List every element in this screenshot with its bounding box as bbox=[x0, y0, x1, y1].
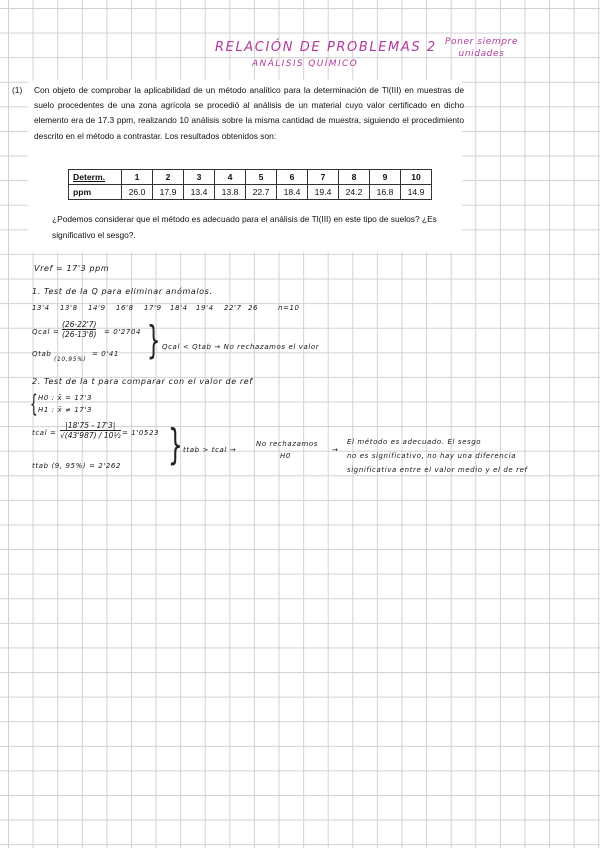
table-cell: 5 bbox=[246, 170, 277, 185]
tcal-result: = 1'0523 bbox=[122, 429, 160, 437]
margin-note bbox=[445, 36, 518, 60]
null-hypothesis: H0 : x̄ = 17'3 bbox=[38, 394, 93, 402]
brace-icon: } bbox=[168, 420, 183, 469]
qtab-label: Qtab bbox=[32, 350, 52, 358]
table-row-ppm bbox=[69, 185, 432, 200]
table-cell: 18.4 bbox=[277, 185, 308, 200]
table-cell: 3 bbox=[184, 170, 215, 185]
table-cell: 1 bbox=[122, 170, 153, 185]
table-cell: 13.8 bbox=[215, 185, 246, 200]
table-cell: 6 bbox=[277, 170, 308, 185]
table-cell: 14.9 bbox=[401, 185, 432, 200]
ttab-value: ttab (9, 95%) = 2'262 bbox=[32, 462, 122, 470]
reference-value: Vref = 17'3 ppm bbox=[34, 264, 110, 273]
q-test-conclusion: Qcal < Qtab → No rechazamos el valor bbox=[162, 343, 320, 351]
margin-note-line-1: Poner siempre bbox=[445, 37, 518, 47]
table-header-determ: Determ. bbox=[69, 170, 122, 185]
sorted-value: 19'4 bbox=[196, 304, 214, 312]
arrow-icon: → bbox=[332, 446, 339, 454]
t-decision-line-2: H0 bbox=[280, 452, 291, 460]
problem-body: Con objeto de comprobar la aplicabilidad de un método analítico para la determinación de Tl(III) en muestras de suelo procedentes de una zona agrícola se procedió al análisis de un material cuyo valor certificado en dicho elemento era de 17.3 ppm, realizando 10 análisis sobre la misma cantidad de muestra, siguiendo el procedimiento descrito en el método a contrastar. Los resultados obtenidos son: bbox=[34, 85, 464, 141]
tcal-fraction bbox=[60, 421, 121, 440]
table-cell: 13.4 bbox=[184, 185, 215, 200]
sample-size: n=10 bbox=[278, 304, 300, 312]
sorted-value: 14'9 bbox=[88, 304, 106, 312]
alt-hypothesis: H1 : x̄ ≠ 17'3 bbox=[38, 406, 93, 414]
table-cell: 9 bbox=[370, 170, 401, 185]
sorted-value: 17'9 bbox=[144, 304, 162, 312]
final-conclusion-line-1: El método es adecuado. El sesgo bbox=[347, 438, 482, 446]
table-cell: 10 bbox=[401, 170, 432, 185]
table-row-determinations bbox=[69, 170, 432, 185]
t-comparison: ttab > tcal → bbox=[183, 446, 237, 454]
table-cell: 7 bbox=[308, 170, 339, 185]
qcal-denominator: (26-13'8) bbox=[62, 330, 97, 339]
problem-question: ¿Podemos considerar que el método es adecuado para el análisis de Tl(III) en este tipo de suelos? ¿Es significativo el sesgo?. bbox=[52, 214, 437, 240]
table-cell: 17.9 bbox=[153, 185, 184, 200]
table-cell: 4 bbox=[215, 170, 246, 185]
margin-note-line-2: unidades bbox=[458, 49, 505, 59]
page-subtitle: ANÁLISIS QUÍMICO bbox=[252, 59, 359, 69]
table-cell: 19.4 bbox=[308, 185, 339, 200]
sorted-value: 16'8 bbox=[116, 304, 134, 312]
table-cell: 16.8 bbox=[370, 185, 401, 200]
results-table bbox=[68, 169, 432, 200]
final-conclusion-line-2: no es significativo, no hay una diferencia bbox=[347, 452, 517, 460]
sorted-value: 22'7 bbox=[224, 304, 242, 312]
tcal-numerator: |18'75 - 17'3| bbox=[65, 421, 116, 430]
problem-text-block bbox=[12, 83, 464, 144]
table-cell: 8 bbox=[339, 170, 370, 185]
step2-title: 2. Test de la t para comparar con el valor de ref bbox=[32, 377, 253, 386]
sorted-value: 13'4 bbox=[32, 304, 50, 312]
brace-icon: } bbox=[147, 318, 161, 362]
table-header-ppm: ppm bbox=[69, 185, 122, 200]
tcal-denominator: √(43'987) / 10½ bbox=[60, 431, 121, 440]
qcal-fraction bbox=[62, 320, 96, 339]
final-conclusion-line-3: significativa entre el valor medio y el de ref bbox=[347, 466, 528, 474]
step1-title: 1. Test de la Q para eliminar anómalos. bbox=[32, 287, 213, 296]
open-brace-icon: { bbox=[30, 390, 38, 418]
problem-number: (1) bbox=[12, 85, 23, 95]
tcal-label: tcal = bbox=[32, 429, 57, 437]
table-cell: 2 bbox=[153, 170, 184, 185]
qcal-result: = 0'2704 bbox=[104, 328, 142, 336]
t-decision-line-1: No rechazamos bbox=[256, 440, 319, 448]
sorted-value: 13'8 bbox=[60, 304, 78, 312]
table-cell: 22.7 bbox=[246, 185, 277, 200]
table-cell: 26.0 bbox=[122, 185, 153, 200]
page-title: RELACIÓN DE PROBLEMAS 2 bbox=[215, 40, 437, 55]
sorted-value: 18'4 bbox=[170, 304, 188, 312]
qcal-label: Qcal = bbox=[32, 328, 60, 336]
qtab-subscript: (10,95%) bbox=[54, 356, 87, 363]
qtab-result: = 0'41 bbox=[92, 350, 119, 358]
problem-statement bbox=[12, 80, 464, 252]
sorted-value: 26 bbox=[248, 304, 259, 312]
table-cell: 24.2 bbox=[339, 185, 370, 200]
qcal-numerator: (26-22'7) bbox=[62, 320, 97, 329]
